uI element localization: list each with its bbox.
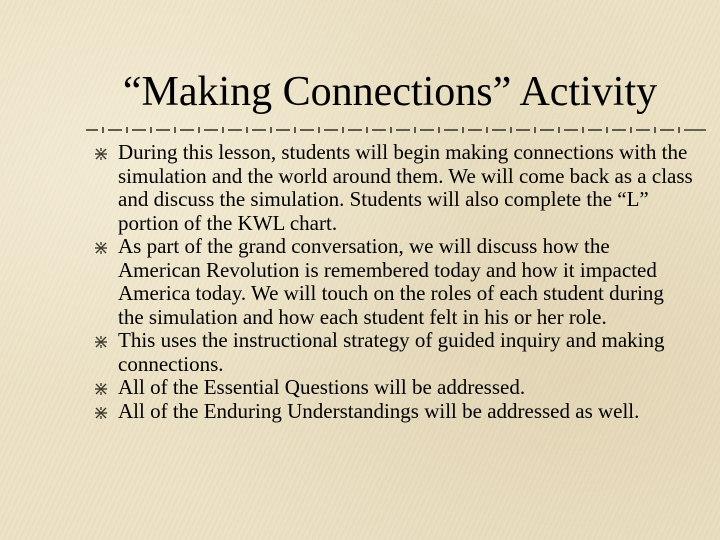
- cross-stitch-icon: [94, 241, 108, 255]
- bullet-item: [94, 235, 694, 329]
- cross-stitch-icon: [94, 382, 108, 396]
- cross-stitch-icon: [94, 406, 108, 420]
- slide-title: “Making Connections” Activity: [122, 69, 658, 115]
- bullet-text: This uses the instructional strategy of guided inquiry and making connections.: [118, 328, 665, 376]
- bullet-item: [94, 376, 694, 400]
- bullet-text: All of the Essential Questions will be addressed.: [118, 375, 526, 399]
- bullet-item: [94, 141, 694, 235]
- stitched-divider: [86, 120, 706, 140]
- bullet-text: During this lesson, students will begin making connections with the simulation and the world around them. We will come back as a class and discuss the simulation. Students will also complete the “L” portion of the KWL chart.: [118, 140, 693, 235]
- bullet-text: As part of the grand conversation, we will discuss how the American Revolution is remembered today and how it impacted America today. We will touch on the roles of each student during the simulation and how each student felt in his or her role.: [118, 234, 664, 329]
- bullet-item: [94, 329, 694, 376]
- bullet-text: All of the Enduring Understandings will be addressed as well.: [118, 398, 640, 423]
- bullet-list: [94, 141, 694, 423]
- cross-stitch-icon: [94, 147, 108, 161]
- cross-stitch-icon: [94, 335, 108, 349]
- bullet-item: [94, 400, 694, 424]
